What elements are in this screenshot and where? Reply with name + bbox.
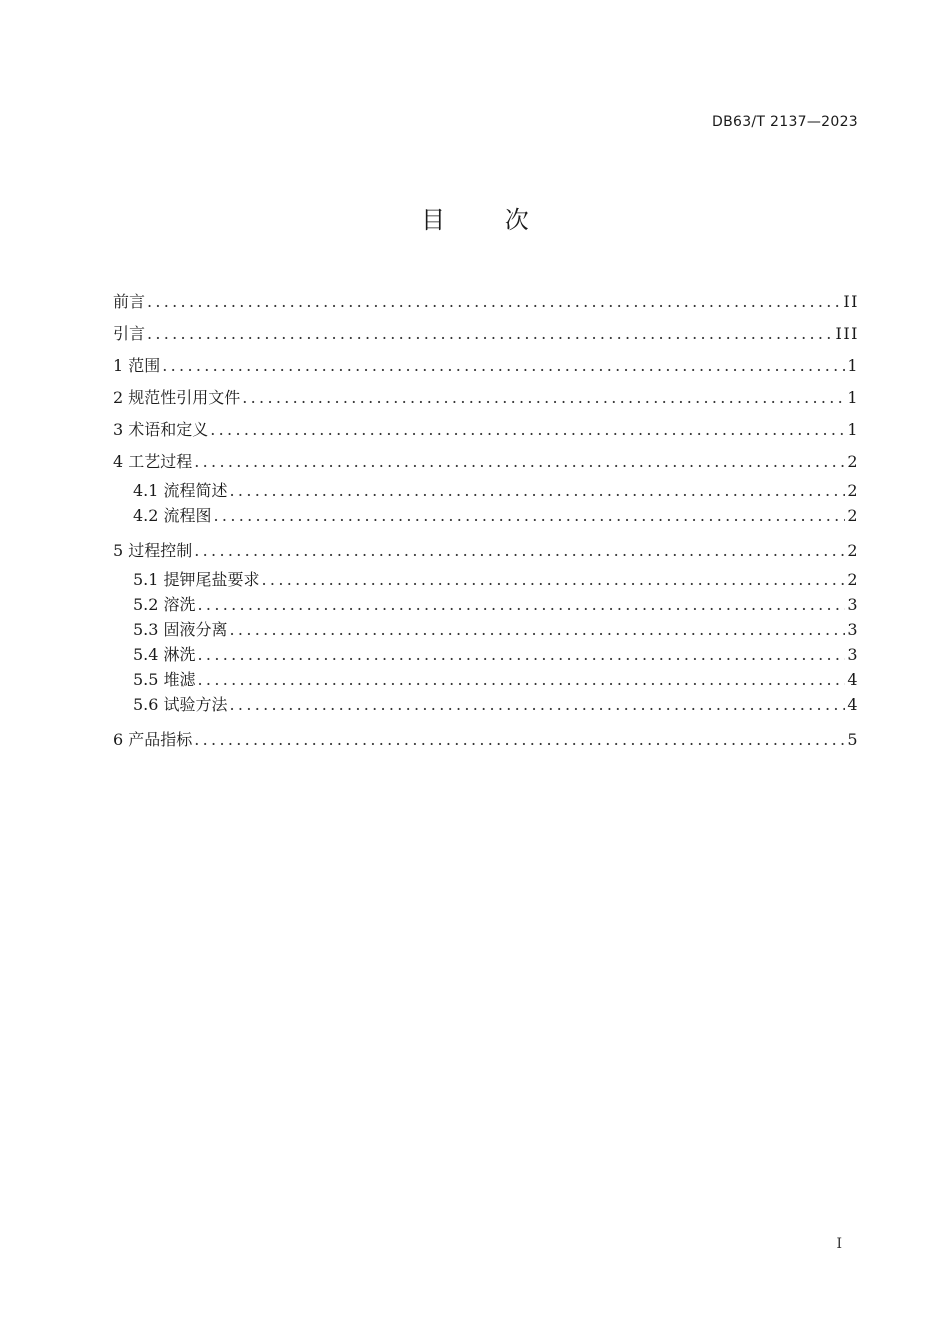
toc-title: 目 次 (421, 206, 555, 234)
toc-entry-page: 3 (847, 595, 859, 614)
toc-entry-page: 4 (847, 695, 859, 714)
toc-entry-label: 4.1 流程简述 (133, 481, 228, 500)
toc-entry-process-summary[interactable] (113, 478, 859, 503)
toc-entry-page: 1 (847, 388, 859, 407)
table-of-contents (113, 286, 859, 756)
toc-leader-dots (198, 592, 846, 617)
toc-entry-page: 3 (847, 645, 859, 664)
toc-leader-dots (194, 535, 845, 567)
toc-entry-page: 1 (847, 356, 859, 375)
toc-entry-label: 5.3 固液分离 (133, 620, 228, 639)
toc-leader-dots (242, 382, 845, 414)
toc-entry-label: 5.1 提钾尾盐要求 (133, 570, 260, 589)
toc-entry-page: 2 (847, 570, 859, 589)
toc-entry-page: 2 (847, 452, 859, 471)
toc-entry-flowchart[interactable] (113, 503, 859, 528)
toc-entry-process-control[interactable] (113, 535, 859, 567)
toc-entry-page: 5 (847, 730, 859, 749)
toc-entry-label: 前言 (113, 292, 146, 311)
page-number: I (836, 1236, 842, 1252)
document-code: DB63/T 2137—2023 (712, 114, 858, 130)
toc-leader-dots (162, 350, 845, 382)
toc-entry-page: 3 (847, 620, 859, 639)
toc-leader-dots (230, 478, 846, 503)
toc-entry-page: 2 (847, 541, 859, 560)
toc-leader-dots (198, 642, 846, 667)
toc-entry-page: 1 (847, 420, 859, 439)
toc-entry-normative-references[interactable] (113, 382, 859, 414)
toc-entry-label: 引言 (113, 324, 146, 343)
toc-entry-terms-definitions[interactable] (113, 414, 859, 446)
toc-leader-dots (194, 724, 845, 756)
toc-entry-solid-liquid-separation[interactable] (113, 617, 859, 642)
toc-entry-test-methods[interactable] (113, 692, 859, 717)
toc-entry-introduction[interactable] (113, 318, 859, 350)
toc-entry-page: 2 (847, 506, 859, 525)
toc-entry-dissolving-washing[interactable] (113, 592, 859, 617)
toc-entry-label: 3 术语和定义 (113, 420, 209, 439)
toc-entry-process[interactable] (113, 446, 859, 478)
toc-entry-label: 5.5 堆滤 (133, 670, 196, 689)
toc-entry-rinsing[interactable] (113, 642, 859, 667)
toc-entry-product-indicators[interactable] (113, 724, 859, 756)
toc-entry-tailing-salt-requirements[interactable] (113, 567, 859, 592)
toc-leader-dots (230, 617, 846, 642)
toc-entry-page: III (835, 324, 859, 343)
toc-leader-dots (262, 567, 846, 592)
toc-entry-foreword[interactable] (113, 286, 859, 318)
toc-entry-label: 5 过程控制 (113, 541, 193, 560)
toc-entry-label: 1 范围 (113, 356, 161, 375)
toc-entry-label: 6 产品指标 (113, 730, 193, 749)
toc-entry-label: 5.4 淋洗 (133, 645, 196, 664)
toc-entry-heap-filtration[interactable] (113, 667, 859, 692)
toc-entry-label: 4.2 流程图 (133, 506, 212, 525)
toc-leader-dots (194, 446, 845, 478)
toc-entry-page: II (843, 292, 859, 311)
toc-leader-dots (147, 318, 834, 350)
toc-entry-label: 5.6 试验方法 (133, 695, 228, 714)
toc-entry-scope[interactable] (113, 350, 859, 382)
toc-leader-dots (214, 503, 846, 528)
toc-entry-label: 5.2 溶洗 (133, 595, 196, 614)
toc-entry-page: 2 (847, 481, 859, 500)
toc-entry-page: 4 (847, 670, 859, 689)
toc-leader-dots (210, 414, 845, 446)
toc-leader-dots (198, 667, 846, 692)
toc-entry-label: 2 规范性引用文件 (113, 388, 241, 407)
toc-leader-dots (147, 286, 841, 318)
toc-leader-dots (230, 692, 846, 717)
toc-entry-label: 4 工艺过程 (113, 452, 193, 471)
